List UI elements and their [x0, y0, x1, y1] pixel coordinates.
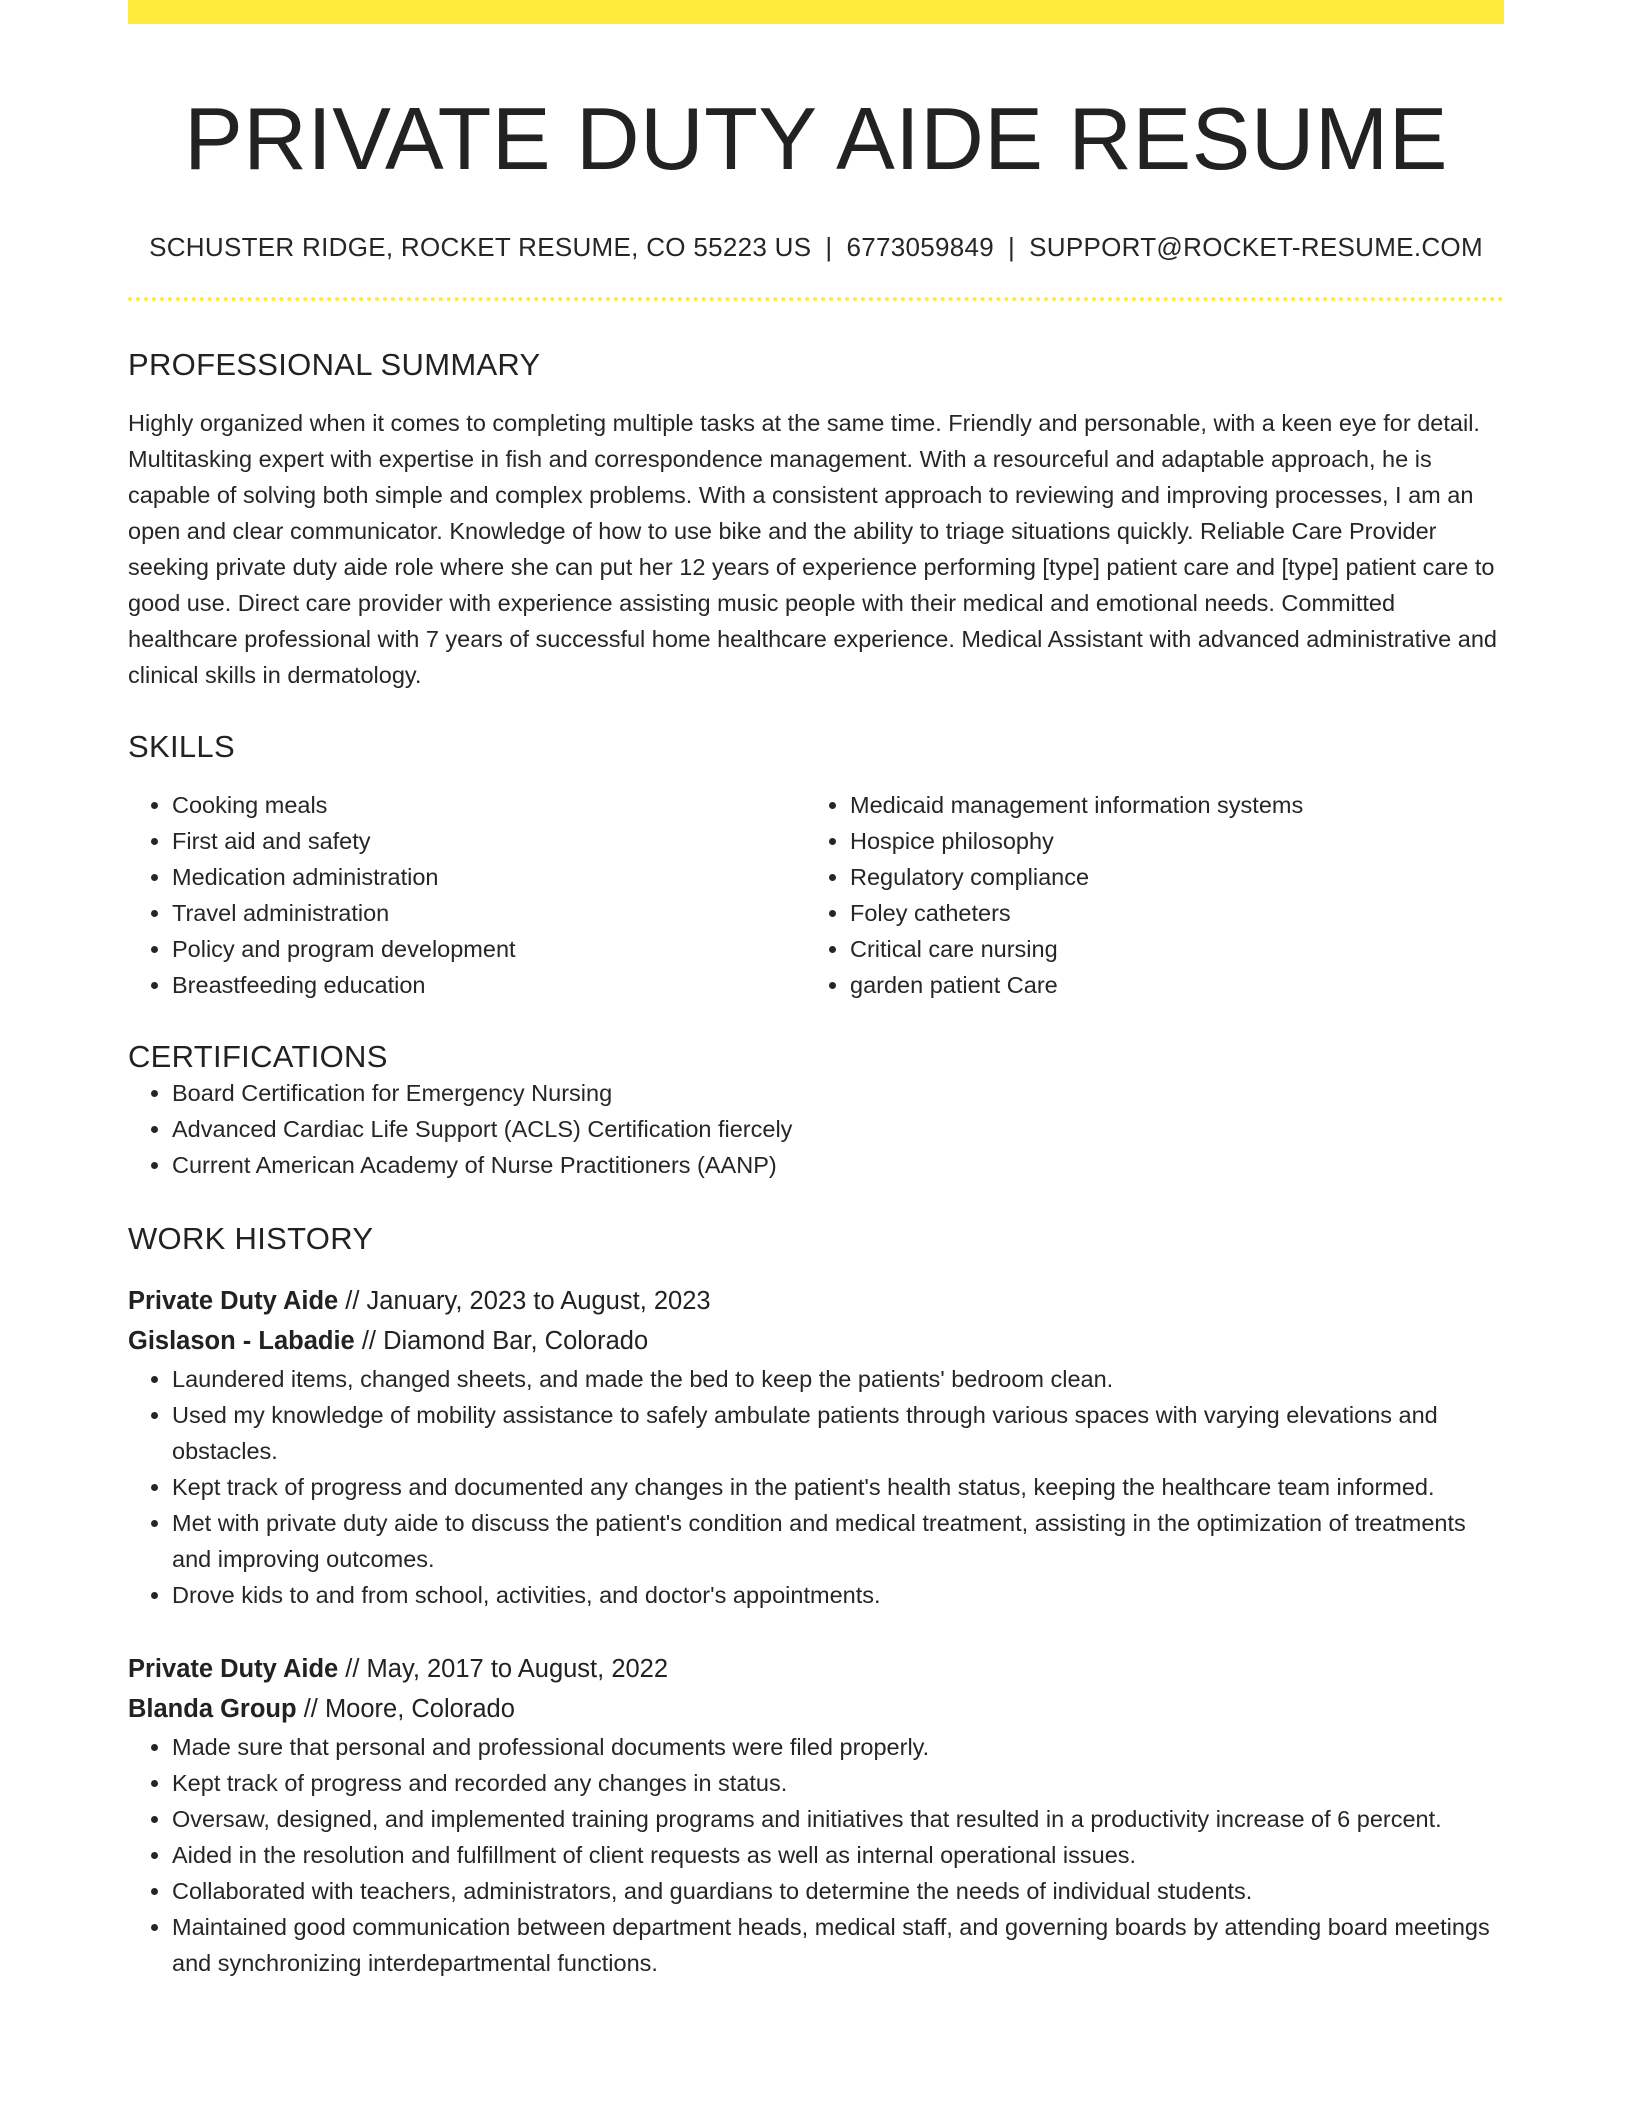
job-duties-list [128, 1361, 1504, 1613]
summary-text: Highly organized when it comes to completing multiple tasks at the same time. Friendly and personable, with a keen eye for detail. Multitasking expert with expertise in fish and correspondence management. With a resourceful and adaptable approach, he is capable of solving both simple and complex problems. With a consistent approach to reviewing and improving processes, I am an open and clear communicator. Knowledge of how to use bike and the ability to triage situations quickly. Reliable Care Provider seeking private duty aide role where she can put her 12 years of experience performing [type] patient care and [type] patient care to good use. Direct care provider with experience assisting music people with their medical and emotional needs. Committed healthcare professional with 7 years of successful home healthcare experience. Medical Assistant with advanced administrative and clinical skills in dermatology. [128, 409, 1497, 688]
job-dates: // January, 2023 to August, 2023 [345, 1286, 711, 1315]
job-company: Gislason - Labadie [128, 1326, 355, 1355]
job-duty-item: • Kept track of progress and recorded any changes in status. [172, 1765, 1504, 1801]
job-location: // Moore, Colorado [303, 1694, 515, 1723]
skills-column-left [128, 787, 806, 1003]
skills-heading: SKILLS [128, 728, 235, 764]
job-role: Private Duty Aide [128, 1286, 339, 1315]
job-duty-item: • Kept track of progress and documented any changes in the patient's health status, keeping the healthcare team informed. [172, 1469, 1504, 1505]
job-duty-item: • Made sure that personal and professional documents were filed properly. [172, 1729, 1504, 1765]
skill-item: • First aid and safety [172, 823, 806, 859]
job-duty-item: • Met with private duty aide to discuss the patient's condition and medical treatment, assisting in the optimization of treatments and improving outcomes. [172, 1505, 1504, 1577]
skill-item: • Travel administration [172, 895, 806, 931]
job-duty-item: • Aided in the resolution and fulfillment of client requests as well as internal operational issues. [172, 1837, 1504, 1873]
job-duty-item: • Used my knowledge of mobility assistance to safely ambulate patients through various spaces with varying elevations and obstacles. [172, 1397, 1504, 1469]
job-entry [128, 1649, 1504, 1981]
skill-item: • Medication administration [172, 859, 806, 895]
skills-grid [128, 787, 1504, 1003]
skill-item: • Regulatory compliance [850, 859, 1484, 895]
certification-item: • Board Certification for Emergency Nursing [172, 1075, 1504, 1111]
job-duties-list [128, 1729, 1504, 1981]
skill-item: • Breastfeeding education [172, 967, 806, 1003]
job-role: Private Duty Aide [128, 1654, 339, 1683]
skill-item: • Hospice philosophy [850, 823, 1484, 859]
skill-item: • Medicaid management information systems [850, 787, 1484, 823]
job-role-line [128, 1649, 1504, 1689]
certifications-list [128, 1075, 1504, 1183]
work-history-heading: WORK HISTORY [128, 1220, 374, 1256]
job-duty-item: • Collaborated with teachers, administrators, and guardians to determine the needs of individual students. [172, 1873, 1504, 1909]
job-company-line [128, 1321, 1504, 1361]
job-role-line [128, 1281, 1504, 1321]
contact-email: SUPPORT@ROCKET-RESUME.COM [1029, 231, 1483, 262]
skill-item: • Critical care nursing [850, 931, 1484, 967]
job-duty-item: • Maintained good communication between department heads, medical staff, and governing boards by attending board meetings and synchronizing interdepartmental functions. [172, 1909, 1504, 1981]
job-duty-item: • Laundered items, changed sheets, and made the bed to keep the patients' bedroom clean. [172, 1361, 1504, 1397]
skills-list-right [806, 787, 1484, 1003]
contact-address: SCHUSTER RIDGE, ROCKET RESUME, CO 55223 US [149, 231, 812, 262]
job-company: Blanda Group [128, 1694, 297, 1723]
job-company-line [128, 1689, 1504, 1729]
top-accent-bar [128, 0, 1504, 24]
resume-title: PRIVATE DUTY AIDE RESUME [184, 89, 1448, 188]
skill-item: • garden patient Care [850, 967, 1484, 1003]
job-duty-item: • Drove kids to and from school, activities, and doctor's appointments. [172, 1577, 1504, 1613]
job-dates: // May, 2017 to August, 2022 [345, 1654, 669, 1683]
skill-item: • Foley catheters [850, 895, 1484, 931]
skill-item: • Cooking meals [172, 787, 806, 823]
certifications-heading: CERTIFICATIONS [128, 1038, 388, 1074]
contact-line [128, 232, 1504, 263]
job-entry [128, 1281, 1504, 1613]
skills-column-right [806, 787, 1484, 1003]
job-duty-item: • Oversaw, designed, and implemented training programs and initiatives that resulted in a productivity increase of 6 percent. [172, 1801, 1504, 1837]
certification-item: • Advanced Cardiac Life Support (ACLS) Certification fiercely [172, 1111, 1504, 1147]
resume-page [128, 0, 1504, 1981]
skill-item: • Policy and program development [172, 931, 806, 967]
summary-heading: PROFESSIONAL SUMMARY [128, 346, 541, 382]
skills-list-left [128, 787, 806, 1003]
contact-phone: 6773059849 [846, 231, 995, 262]
contact-separator: | [825, 231, 833, 262]
dotted-divider [128, 297, 1504, 301]
certification-item: • Current American Academy of Nurse Practitioners (AANP) [172, 1147, 1504, 1183]
contact-separator: | [1008, 231, 1016, 262]
job-location: // Diamond Bar, Colorado [361, 1326, 649, 1355]
